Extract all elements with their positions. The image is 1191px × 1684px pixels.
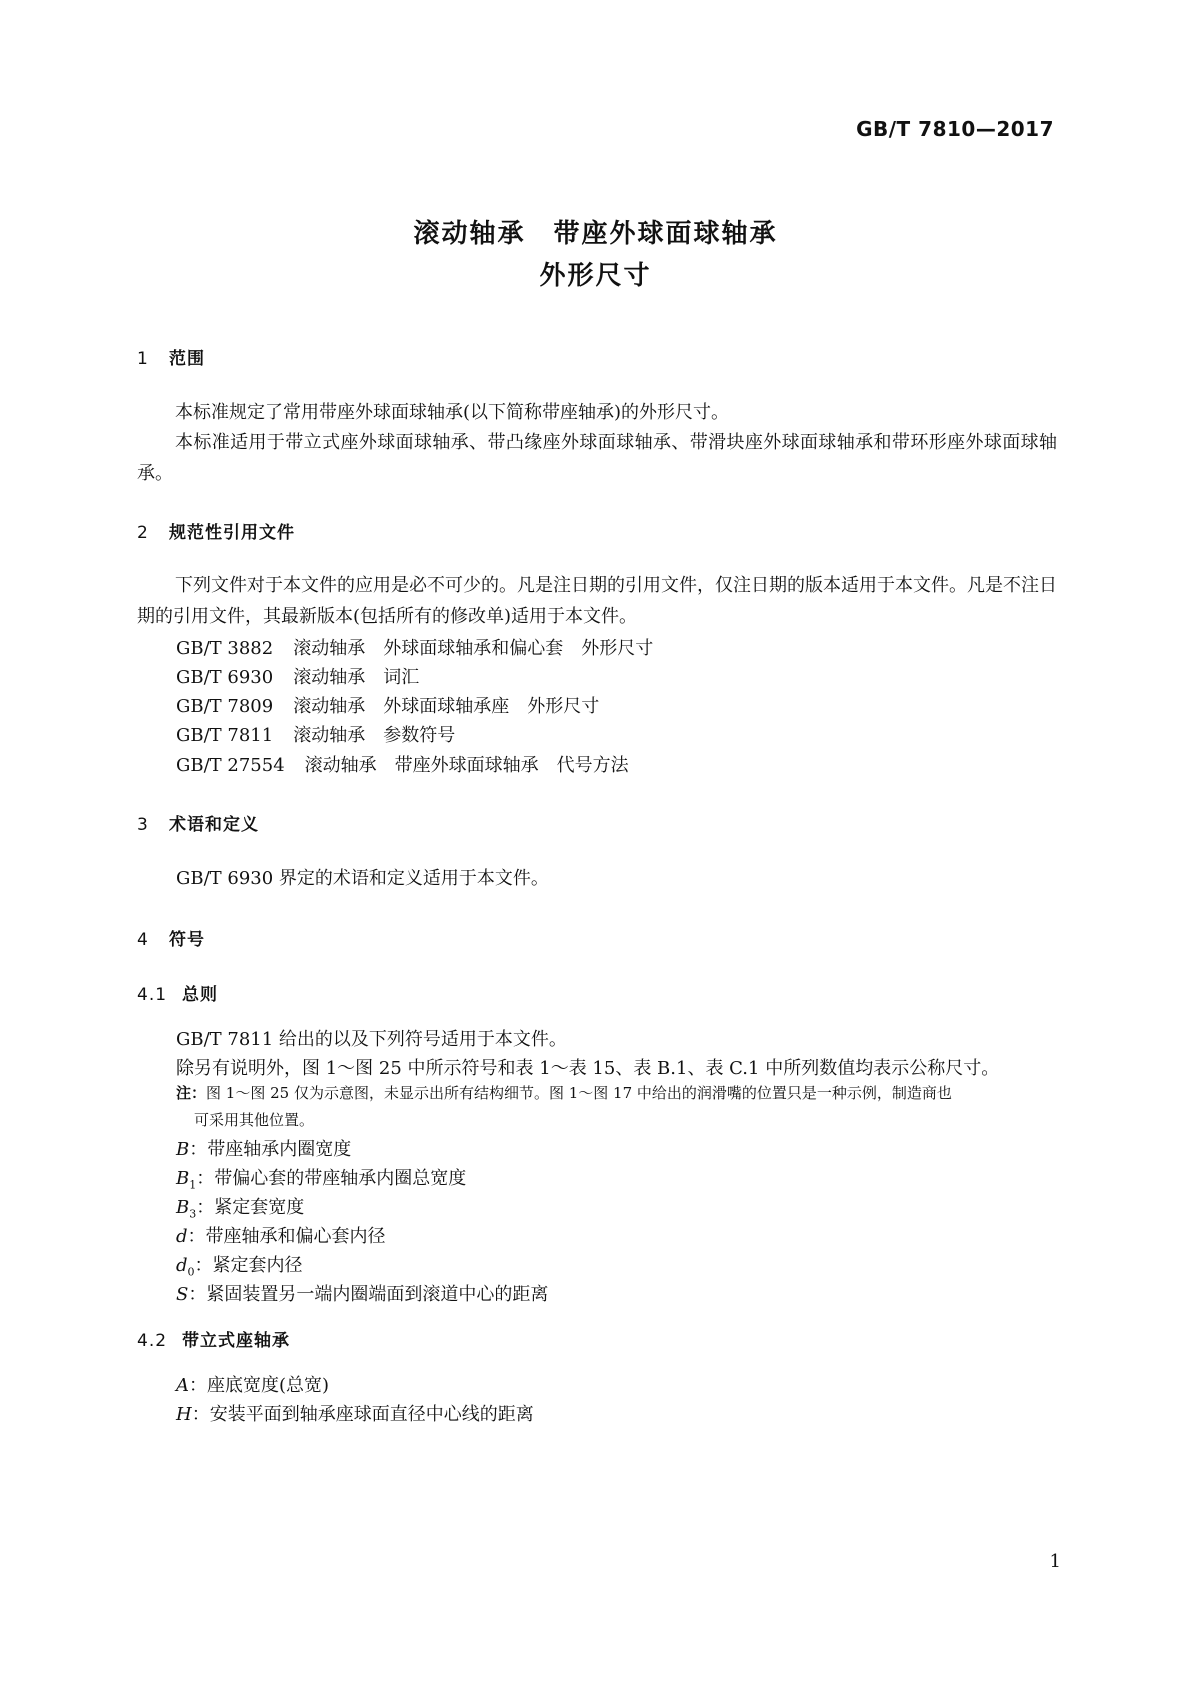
- section-4-2-heading: [137, 1326, 290, 1351]
- section-title: 总则: [182, 985, 218, 1005]
- symbol-definition: [176, 1135, 351, 1163]
- symbol-subscript: 3: [189, 1207, 197, 1221]
- symbol-description: ：带偏心套的带座轴承内圈总宽度: [196, 1168, 467, 1189]
- section-title: 符号: [169, 930, 205, 950]
- symbol: d: [176, 1255, 188, 1276]
- symbol: H: [176, 1404, 192, 1425]
- symbol-definition: [176, 1371, 329, 1399]
- symbol-definition: [176, 1400, 534, 1428]
- reference-code: GB/T 7811: [176, 725, 274, 746]
- section-number: 4: [137, 930, 149, 950]
- section-3-heading: [137, 810, 259, 835]
- page-number: 1: [1049, 1551, 1061, 1572]
- reference-title: 滚动轴承 外球面球轴承座 外形尺寸: [293, 696, 600, 717]
- section-4-heading: [137, 925, 205, 950]
- document-title-line1: [0, 213, 1191, 250]
- symbol-definition: [176, 1251, 303, 1279]
- symbol-definition: [176, 1280, 548, 1308]
- standard-number: GB/T 7810—2017: [856, 117, 1054, 141]
- symbol: B: [176, 1139, 190, 1160]
- symbol: B: [176, 1197, 190, 1218]
- section-title: 术语和定义: [169, 815, 259, 835]
- title-part1: 滚动轴承: [413, 219, 526, 249]
- section-number: 3: [137, 815, 149, 835]
- note-text-line1: 图 1～图 25 仅为示意图，未显示出所有结构细节。图 1～图 17 中给出的润滑嘴的位置只是一种示例，制造商也: [206, 1084, 952, 1102]
- symbol-subscript: 1: [189, 1178, 197, 1192]
- section-1-heading: [137, 344, 205, 369]
- section-number: 2: [137, 523, 149, 543]
- reference-item: [176, 751, 629, 777]
- symbol-description: ：带座轴承和偏心套内径: [187, 1226, 386, 1247]
- symbol-definition: [176, 1193, 304, 1221]
- section-number: 4.2: [137, 1331, 168, 1351]
- section-title: 范围: [169, 349, 205, 369]
- section-4-1-paragraph-1: GB/T 7811 给出的以及下列符号适用于本文件。: [176, 1029, 567, 1050]
- section-1-paragraph-2: 本标准适用于带立式座外球面球轴承、带凸缘座外球面球轴承、带滑块座外球面球轴承和带环形座外球面球轴承。: [137, 432, 1057, 484]
- reference-code: GB/T 3882: [176, 638, 274, 659]
- reference-code: GB/T 27554: [176, 755, 285, 776]
- symbol-definition: [176, 1222, 386, 1250]
- symbol-description: ：安装平面到轴承座球面直径中心线的距离: [191, 1404, 534, 1425]
- section-title: 带立式座轴承: [182, 1331, 290, 1351]
- reference-title: 滚动轴承 参数符号: [293, 725, 456, 746]
- section-number: 1: [137, 349, 149, 369]
- symbol-description: ：紧定套宽度: [196, 1197, 305, 1218]
- section-title: 规范性引用文件: [169, 523, 295, 543]
- title-part2: 带座外球面球轴承: [553, 219, 778, 249]
- section-3-paragraph-1: GB/T 6930 界定的术语和定义适用于本文件。: [176, 868, 549, 889]
- reference-code: GB/T 7809: [176, 696, 274, 717]
- section-4-1-heading: [137, 980, 218, 1005]
- reference-title: 滚动轴承 带座外球面球轴承 代号方法: [304, 755, 629, 776]
- section-2-paragraph-1: 下列文件对于本文件的应用是必不可少的。凡是注日期的引用文件，仅注日期的版本适用于本文件。凡是不注日期的引用文件，其最新版本(包括所有的修改单)适用于本文件。: [137, 575, 1057, 627]
- section-1-paragraph-1: 本标准规定了常用带座外球面球轴承(以下简称带座轴承)的外形尺寸。: [175, 402, 730, 423]
- symbol: S: [176, 1284, 189, 1305]
- section-4-1-paragraph-2: 除另有说明外，图 1～图 25 中所示符号和表 1～表 15、表 B.1、表 C.1 中所列数值均表示公称尺寸。: [176, 1058, 1000, 1079]
- reference-item: [176, 663, 419, 689]
- symbol-description: ：紧定套内径: [194, 1255, 303, 1276]
- reference-item: [176, 721, 455, 747]
- symbol-description: ：紧固装置另一端内圈端面到滚道中心的距离: [188, 1284, 549, 1305]
- symbol-description: ：座底宽度(总宽): [189, 1375, 330, 1396]
- symbol: A: [176, 1375, 189, 1396]
- reference-title: 滚动轴承 词汇: [293, 667, 420, 688]
- reference-code: GB/T 6930: [176, 667, 274, 688]
- note-label: 注：: [176, 1084, 207, 1102]
- symbol-description: ：带座轴承内圈宽度: [189, 1139, 352, 1160]
- note: [176, 1080, 1057, 1134]
- document-title-line2: 外形尺寸: [539, 261, 652, 291]
- reference-item: [176, 634, 653, 660]
- symbol-subscript: 0: [187, 1265, 195, 1279]
- reference-title: 滚动轴承 外球面球轴承和偏心套 外形尺寸: [293, 638, 654, 659]
- symbol-definition: [176, 1164, 466, 1192]
- symbol: d: [176, 1226, 188, 1247]
- section-2-heading: [137, 518, 295, 543]
- reference-item: [176, 692, 599, 718]
- note-text-line2: 可采用其他位置。: [194, 1111, 315, 1129]
- symbol: B: [176, 1168, 190, 1189]
- section-number: 4.1: [137, 985, 168, 1005]
